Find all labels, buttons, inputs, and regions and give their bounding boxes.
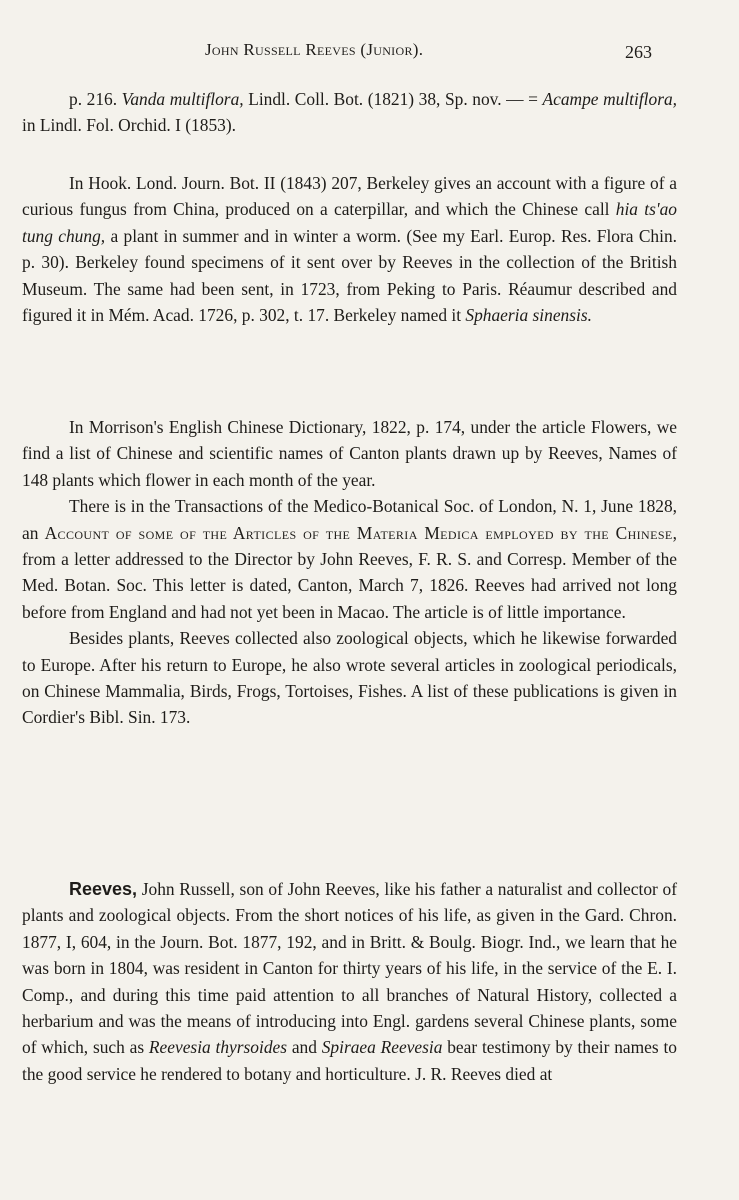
entry-john-russell-reeves (22, 876, 677, 1087)
running-head: John Russell Reeves (Junior). (205, 40, 424, 59)
chinese-name: hia ts'ao tung chung, (22, 199, 677, 246)
species-name: Sphaeria sinensis. (465, 305, 592, 326)
paragraph-zoological: Besides plants, Reeves collected also zoological objects, which he likewise forwarded to Europe. After his return to Europe, he also wrote several articles in zoological periodicals, on Chinese Mammalia, Birds, Frogs, Tortoises, Fishes. A list of these publications is given in Cordier's Bibl. Sin. 173. (22, 628, 677, 728)
section-morrison-dictionary (22, 414, 677, 731)
page-header (0, 40, 739, 70)
paragraph-transactions (22, 493, 677, 625)
citation-text: in Lindl. Fol. Orchid. I (1853). (22, 115, 236, 136)
species-name: Spiraea Reevesia (321, 1037, 443, 1058)
species-name: Reevesia thyrsoides (148, 1037, 288, 1058)
citation-text: Lindl. Coll. Bot. (1821) 38, Sp. nov. — = (243, 89, 543, 109)
paragraph-text: In Hook. Lond. Journ. Bot. II (1843) 207, Berkeley gives an account with a figure of a curious fungus from China, produced on a caterpillar, and which the Chinese call (22, 173, 677, 220)
species-name: Acampe multiflora, (542, 89, 678, 109)
entry-heading: Reeves, (69, 879, 138, 899)
page-number: 263 (625, 42, 652, 62)
paragraph-vanda-citation (22, 86, 677, 139)
species-name: Vanda multiflora, (121, 89, 244, 109)
paragraph-text: John Russell, son of John Reeves, like his father a naturalist and collector of plants and zoological objects. From the short notices of his life, as given in the Gard. Chron. 1877, I, 604, in the Journ. Bot. 1877, 192, and in Britt. & Boulg. Biogr. Ind., we learn that he was born in 1804, was resident in Canton for thirty years of his life, in the service of the E. I. Comp., and during this time paid attention to all branches of Natural History, collected a herbarium and was the means of introducing into Engl. gardens several Chinese plants, some of which, such as (22, 879, 677, 1058)
paragraph-berkeley-fungus (22, 170, 677, 328)
paragraph-text: a plant in summer and in winter a worm. (See my Earl. Europ. Res. Flora Chin. p. 30). Berkeley found specimens of it sent over by Reeves in the collection of the British Museum. The same had been sent, in 1723, from Peking to Paris. Réaumur described and figured it in Mém. Acad. 1726, p. 302, t. 17. Berkeley named it (22, 225, 678, 326)
paragraph-morrison: In Morrison's English Chinese Dictionary, 1822, p. 174, under the article Flowers, we find a list of Chinese and scientific names of Canton plants drawn up by Reeves, Names of 148 plants which flower in each month of the year. (22, 417, 677, 490)
citation-page: p. 216. (69, 89, 122, 109)
paragraph-text: There is in the Transactions of the Medico-Botanical Soc. of London, N. 1, June 1828, an (22, 496, 677, 543)
article-title: Account of some of the Articles of the Materia Medica employed by the Chinese (44, 522, 673, 543)
paragraph-text: and (287, 1037, 322, 1058)
paragraph-text: bear testimony by their names to the good service he rendered to botany and horticulture. J. R. Reeves died at (22, 1037, 677, 1084)
paragraph-text: , from a letter addressed to the Director by John Reeves, F. R. S. and Corresp. Member of the Med. Botan. Soc. This letter is dated, Canton, March 7, 1826. Reeves had arrived not long before from England and had not yet been in Macao. The article is of little importance. (22, 522, 677, 622)
